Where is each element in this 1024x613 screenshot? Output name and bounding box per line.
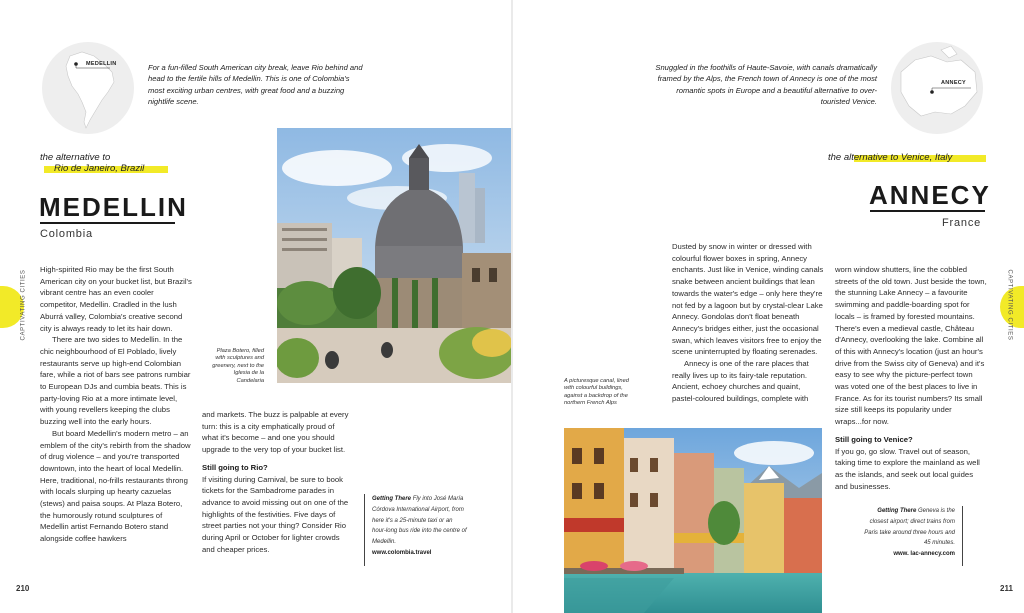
paragraph: High-spirited Rio may be the first South American city on your bucket list, but Brazil's vibrant centre has an even cooler competitor, Medellin. Cradled in the lush Aburrá valley, Colombia's creative second city is always ready to let its hair down. <box>40 265 192 333</box>
section-label: CAPTIVATING CITIES <box>1006 269 1013 341</box>
annecy-locator-map <box>891 42 983 134</box>
alternative-to-label: the alternative to <box>40 152 111 163</box>
paragraph: There are two sides to Medellin. In the chic neighbourhood of El Poblado, lively restaurants serve up high-end Colombian fare, while a riot of bars see patrons rumbiar to European DJs and cumbia beats. This is party-loving Rio at a more intimate level, with young revellers keeping the clubs buzzing well into the early hours. <box>40 335 191 427</box>
getting-there-label: Getting There <box>877 508 917 514</box>
plaza-botero-image <box>277 128 512 383</box>
subhead: Still going to Rio? <box>202 462 268 472</box>
south-america-map-icon <box>42 42 134 134</box>
page-number: 210 <box>16 584 30 593</box>
right-page <box>512 0 1024 613</box>
annecy-canal-image <box>564 428 822 613</box>
annecy-photo <box>564 428 822 613</box>
section-label: CAPTIVATING CITIES <box>20 269 27 341</box>
paragraph: Annecy is one of the rare places that really lives up to its fairy-tale reputation. Ancient, echoey churches and quaint, pastel-coloured buildings, complete with <box>672 359 809 404</box>
paragraph: If you go, go slow. Travel out of season, taking time to explore the mainland as well as the islands, and seek out local guides and businesses. <box>835 446 980 491</box>
paragraph: If visiting during Carnival, be sure to book tickets for the Sambadrome parades in advance to avoid missing out on one of the highlights of the festivities. Five days of street parties not your thing? Consider Rio during April or October for lighter crowds and cheaper prices. <box>202 474 349 554</box>
title-underline <box>870 210 985 212</box>
divider-rule <box>962 506 963 566</box>
country-name: Colombia <box>40 228 93 240</box>
body-column-1 <box>672 241 824 405</box>
alternative-to-label: the alternative to Venice, Italy <box>828 152 953 163</box>
intro-text: Snuggled in the foothills of Haute-Savoie, with canals dramatically framed by the Alps, the French town of Annecy is one of the most romantic spots in Europe and a beautiful alternative to over-touristed Venice. <box>655 63 877 106</box>
website-link[interactable]: www.colombia.travel <box>372 549 432 556</box>
europe-map-icon <box>891 42 983 134</box>
website-link[interactable]: www. lac-annecy.com <box>893 551 955 558</box>
getting-there-box <box>372 494 467 559</box>
title-underline <box>40 222 175 224</box>
country-name: France <box>942 217 982 229</box>
city-title: MEDELLIN <box>39 192 188 222</box>
paragraph: Dusted by snow in winter or dressed with colourful flower boxes in spring, Annecy enchants. Just like in Venice, winding canals snake between ancient buildings that lean towards the water's edge – only here they're not fed by a lagoon but by crystal-clear Lake Annecy. Gondolas don't float beneath Annecy's bridges either, just the occasional swan, which leaves visitors free to enjoy the scene uninterrupted by floating serenades. <box>672 242 824 357</box>
photo-caption: Plaza Botero, filled with sculptures and greenery, next to the Iglesia de la Candelaria <box>212 348 264 384</box>
getting-there-text: Fly into José María Córdova International Airport, from here it's a 25-minute taxi or an hour-long bus ride into the centre of Medellin. <box>372 496 467 546</box>
locator-label: MEDELLIN <box>86 61 117 67</box>
divider-rule <box>364 494 365 566</box>
getting-there-box <box>857 506 955 560</box>
body-column-2 <box>202 409 352 555</box>
subhead: Still going to Venice? <box>835 434 913 444</box>
getting-there-label: Getting There <box>372 496 412 502</box>
body-column-1 <box>40 264 192 545</box>
medellin-photo <box>277 128 512 383</box>
intro-text: For a fun-filled South American city break, leave Rio behind and head to the fertile hills of Medellin. This is one of Colombia's most exciting urban centres, with great food and a buzzing nightlife scene. <box>148 63 363 106</box>
photo-caption: A picturesque canal, lined with colourful buildings, against a backdrop of the northern French Alps <box>564 378 629 407</box>
page-number: 211 <box>1000 584 1013 593</box>
paragraph: worn window shutters, line the cobbled streets of the old town. Just beside the town, the stunning Lake Annecy – a favourite swimming and paddle-boarding spot for locals – is framed by forested mountains. There's even a medieval castle, Château d'Annecy, overlooking the lake. Combine all of this with Annecy's location (just an hour's drive from the Swiss city of Geneva) and it's easy to see why the picture-perfect town was voted one of the best places to live in France. As for its tourist numbers? Its small size still keeps its popularity under wraps...for now. <box>835 265 987 427</box>
paragraph: and markets. The buzz is palpable at every turn: this is a city emphatically proud of what it's become – and one you should upgrade to the very top of your bucket list. <box>202 410 349 455</box>
alternative-place: Rio de Janeiro, Brazil <box>54 163 145 174</box>
city-title: ANNECY <box>869 180 991 210</box>
getting-there-text: Geneva is the closest airport; direct trains from Paris take around three hours and 45 minutes. <box>864 508 955 547</box>
locator-label: ANNECY <box>941 80 967 86</box>
paragraph: But board Medellin's modern metro – an emblem of the city's rebirth from the shadow of drug violence – and you're transported downtown, into the heart of local Medellin. Here, traditional, no-frills restaurants throng with locals slurping up hearty cazuelas (stews) and paisa soups. At Plaza Botero, the humorously rotund sculptures of Medellin artist Fernando Botero stand alongside coffee hawkers <box>40 428 191 544</box>
body-column-2 <box>835 264 987 492</box>
medellin-locator-map <box>42 42 134 134</box>
